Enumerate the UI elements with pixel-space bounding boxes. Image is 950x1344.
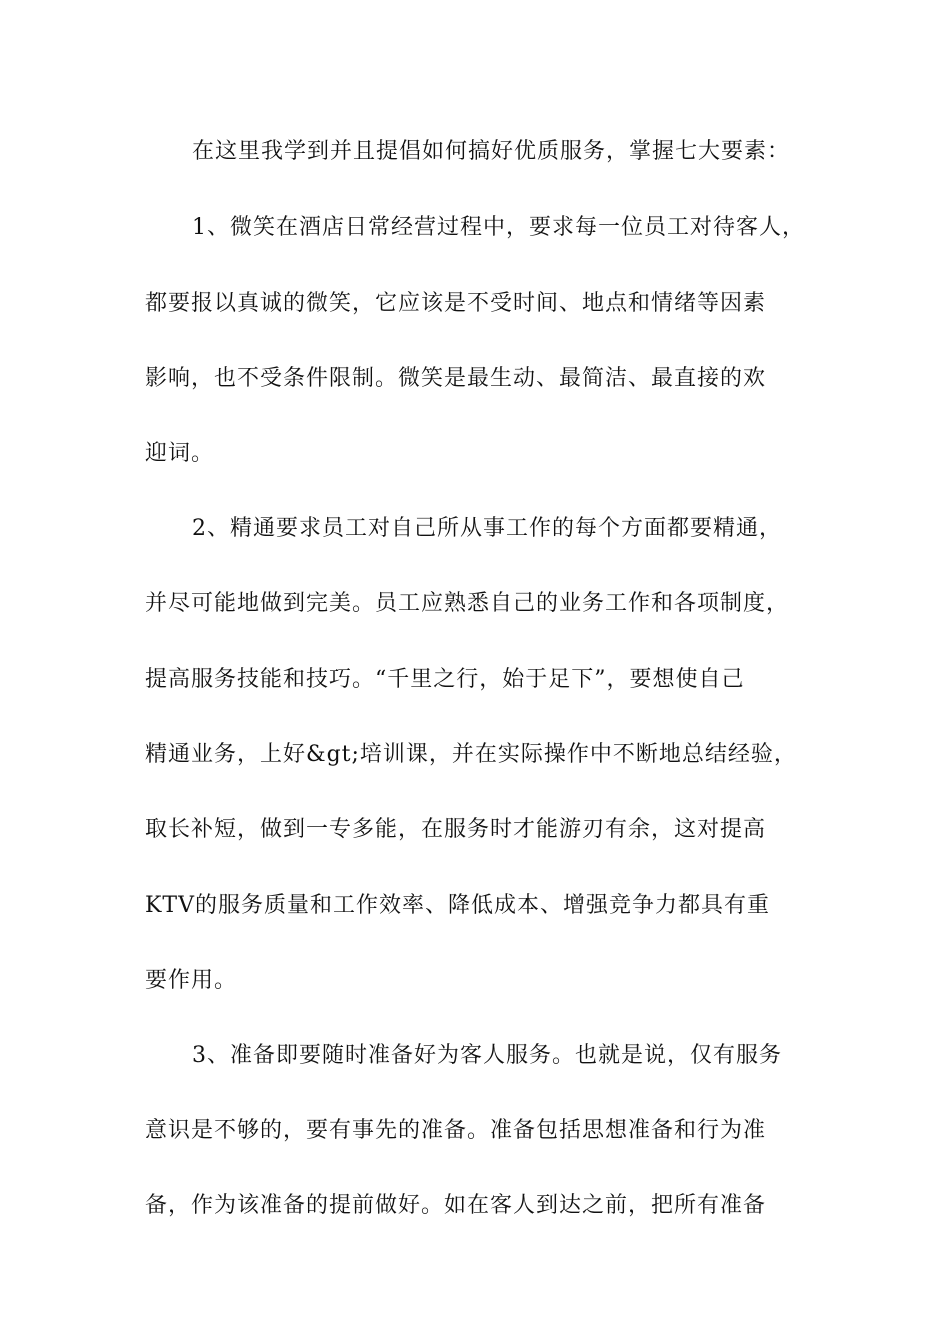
- paragraph-proficiency-line-1: 2、精通要求员工对自己所从事工作的每个方面都要精通，: [192, 516, 782, 541]
- paragraph-proficiency-line-6: KTV的服务质量和工作效率、降低成本、增强竞争力都具有重: [145, 893, 770, 918]
- paragraph-smile-line-3: 影响，也不受条件限制。微笑是最生动、最简洁、最直接的欢: [145, 366, 767, 391]
- paragraph-proficiency-line-5: 取长补短，做到一专多能，在服务时才能游刃有余，这对提高: [145, 817, 767, 842]
- paragraph-smile-line-2: 都要报以真诚的微笑，它应该是不受时间、地点和情绪等因素: [145, 291, 767, 316]
- paragraph-preparation-line-3: 备，作为该准备的提前做好。如在客人到达之前，把所有准备: [145, 1193, 767, 1218]
- paragraph-smile-line-4: 迎词。: [145, 441, 215, 466]
- paragraph-proficiency-line-3: 提高服务技能和技巧。“千里之行，始于足下”，要想使自己: [145, 667, 745, 692]
- paragraph-intro-line-1: 在这里我学到并且提倡如何搞好优质服务，掌握七大要素：: [192, 139, 791, 164]
- paragraph-preparation-line-1: 3、准备即要随时准备好为客人服务。也就是说，仅有服务: [192, 1043, 782, 1068]
- paragraph-proficiency-line-7: 要作用。: [145, 968, 238, 993]
- paragraph-proficiency-line-4: 精通业务，上好&gt;培训课，并在实际操作中不断地总结经验，: [145, 742, 797, 767]
- paragraph-smile-line-1: 1、微笑在酒店日常经营过程中，要求每一位员工对待客人，: [192, 215, 805, 240]
- paragraph-proficiency-line-2: 并尽可能地做到完美。员工应熟悉自己的业务工作和各项制度，: [145, 591, 790, 616]
- paragraph-preparation-line-2: 意识是不够的，要有事先的准备。准备包括思想准备和行为准: [145, 1118, 767, 1143]
